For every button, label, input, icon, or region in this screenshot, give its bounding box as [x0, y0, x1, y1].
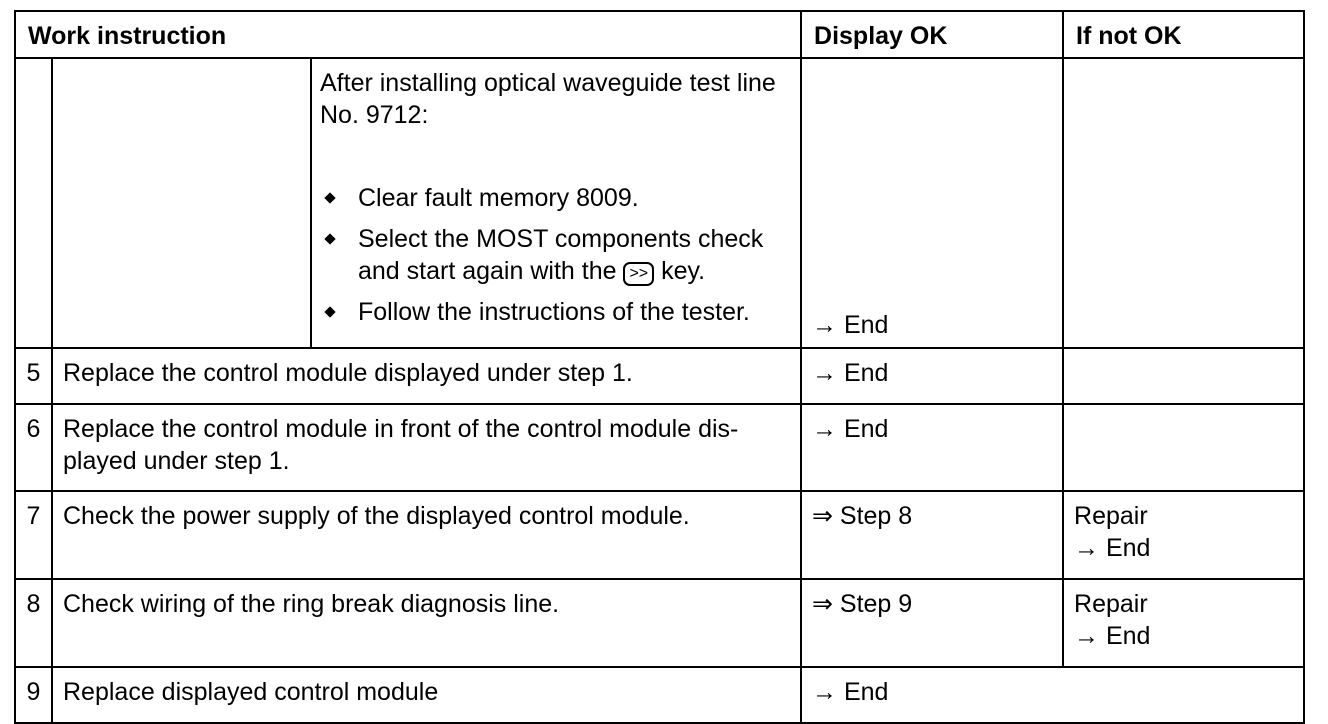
instruction-cell: [311, 58, 801, 348]
header-work-instruction: Work instruction: [15, 11, 801, 58]
display-ok-value: → End: [801, 348, 1063, 404]
header-display-ok: Display OK: [801, 11, 1063, 58]
bullet-diamond-icon: [324, 233, 335, 244]
display-ok-value: → End: [801, 667, 1304, 723]
key-forward-icon: >>: [623, 262, 654, 286]
display-ok-value: ⇒ Step 8: [801, 491, 1063, 579]
table-row: [15, 348, 1304, 404]
step-number: 7: [15, 491, 52, 579]
table-row: [15, 667, 1304, 723]
table-row: [15, 579, 1304, 667]
bullet-diamond-icon: [324, 306, 335, 317]
header-if-not-ok: If not OK: [1063, 11, 1304, 58]
list-item: Clear fault memory 8009.: [320, 182, 792, 214]
step-number-cell: [15, 58, 52, 348]
list-item: Follow the instructions of the tester.: [320, 296, 792, 328]
instruction-text: Replace the control module in front of the control module dis- played under step 1.: [52, 404, 801, 491]
display-ok-value: → End: [801, 404, 1063, 491]
instruction-intro: After installing optical waveguide test line No. 9712:: [320, 69, 776, 129]
step-number: 6: [15, 404, 52, 491]
instruction-text: Replace the control module displayed under step 1.: [52, 348, 801, 404]
if-not-ok-value: [1063, 404, 1304, 491]
display-ok-cell: → End: [801, 58, 1063, 348]
if-not-ok-value: [1063, 348, 1304, 404]
if-not-ok-value: Repair → End: [1063, 491, 1304, 579]
work-instruction-table: [14, 10, 1305, 724]
table-row: [15, 58, 1304, 348]
if-not-ok-cell: [1063, 58, 1304, 348]
step-number: 5: [15, 348, 52, 404]
instruction-list: [320, 182, 792, 328]
table-row: [15, 404, 1304, 491]
table-row: [15, 491, 1304, 579]
instruction-text: Replace displayed control module: [52, 667, 801, 723]
instruction-text: Check the power supply of the displayed control module.: [52, 491, 801, 579]
bullet-diamond-icon: [324, 192, 335, 203]
step-number: 9: [15, 667, 52, 723]
step-number: 8: [15, 579, 52, 667]
blank-cell: [52, 58, 311, 348]
if-not-ok-value: Repair → End: [1063, 579, 1304, 667]
instruction-text: Check wiring of the ring break diagnosis line.: [52, 579, 801, 667]
display-ok-value: ⇒ Step 9: [801, 579, 1063, 667]
list-item: Select the MOST components check and start again with the >> key.: [320, 223, 792, 287]
table-header-row: [15, 11, 1304, 58]
